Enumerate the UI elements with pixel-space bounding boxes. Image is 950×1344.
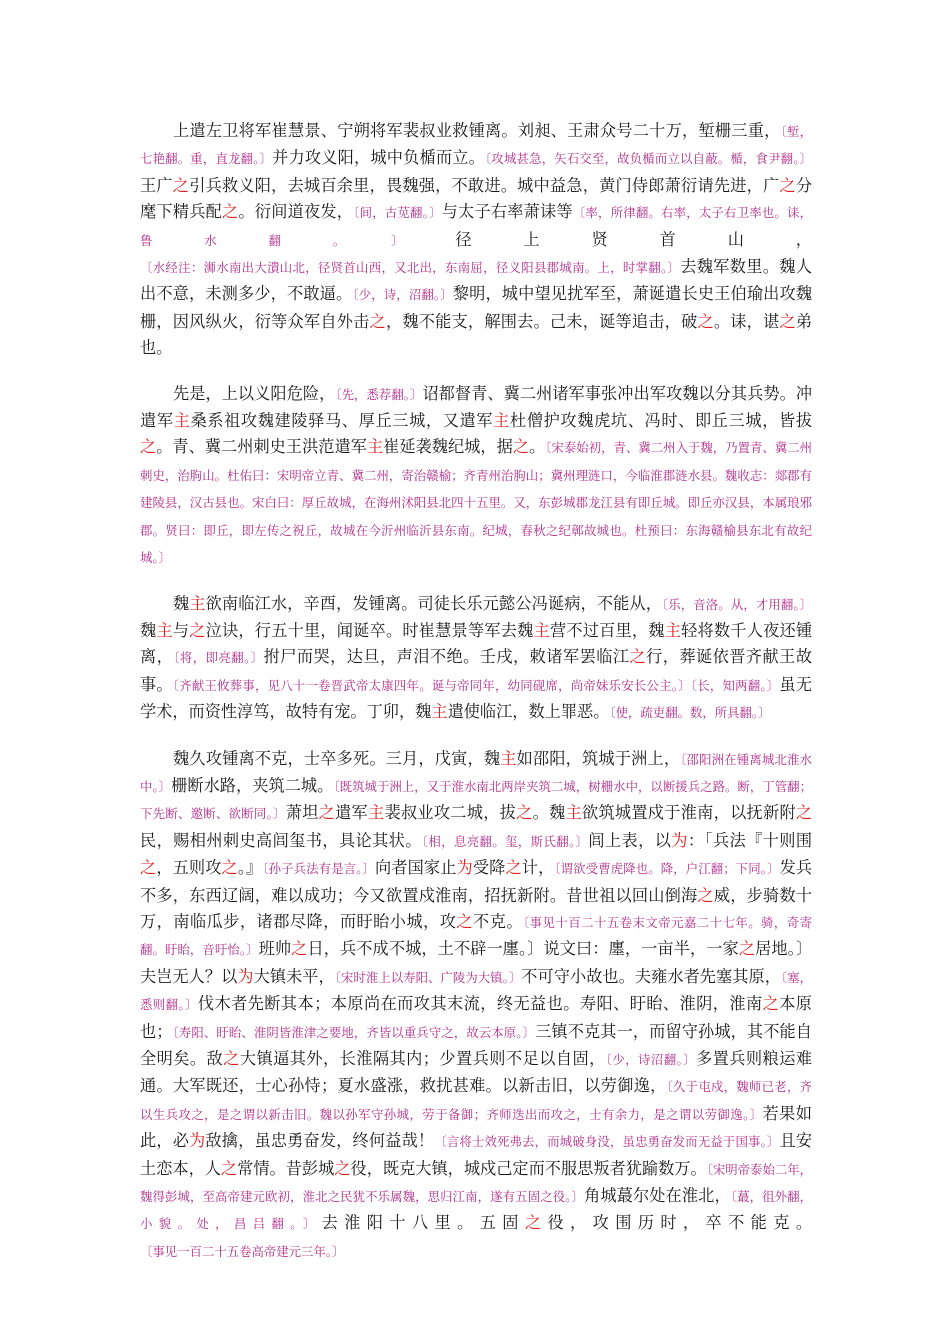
body-text: 泣诀，行五十里，闻诞卒。时崔慧景等军去魏 — [205, 620, 534, 640]
highlighted-char: 之 — [762, 994, 780, 1014]
body-text: 三镇不克其一，而留守孙城，其不能自全明矣。敌 — [140, 1021, 812, 1068]
body-text: 。 — [529, 437, 546, 457]
highlighted-char: 主 — [533, 620, 550, 640]
highlighted-char: 之 — [140, 858, 157, 878]
highlighted-char: 主 — [366, 437, 384, 457]
annotation-note: 〔将，即亮翻。〕 — [173, 650, 264, 666]
body-text: 闾上表，以 — [588, 830, 672, 850]
body-text: 魏 — [140, 620, 157, 640]
body-text: 大镇逼其外，长淮隔其内；少置兵则不足以自固， — [239, 1049, 606, 1068]
body-text: 先是，上以义阳危险， — [173, 383, 336, 403]
highlighted-char: 之 — [629, 647, 647, 667]
body-text: 引兵救义阳，去城百余里，畏魏强，不敢进。城中益急，黄门侍郎萧衍请先进，广 — [189, 175, 780, 195]
body-text: 杜僧护攻魏虎坑、冯时、即丘三城，皆拔 — [509, 411, 813, 431]
body-text: 弟也。 — [140, 311, 813, 358]
body-text: 伐木者先断其本；本原尚在而攻其末流，终无益也。寿阳、盱眙、淮阴，淮南 — [197, 994, 763, 1014]
body-text: 民，赐相州刺史高闾玺书，具论其状。 — [140, 830, 422, 850]
body-text: 。』 — [237, 858, 263, 878]
highlighted-char: 主 — [156, 620, 173, 640]
body-text: 裴叔业攻二城，拔 — [384, 803, 517, 823]
body-text: 崔延袭魏纪城，据 — [383, 437, 513, 457]
highlighted-char: 之 — [795, 803, 813, 823]
paragraph-4 — [140, 746, 812, 1266]
annotation-note: 〔少，诗沼翻。〕 — [605, 1052, 697, 1067]
highlighted-char: 主 — [431, 702, 448, 722]
body-text: 栅断水路，夹筑二城。 — [171, 775, 334, 795]
annotation-note: 〔事见一百二十五卷高帝建元三年。〕 — [140, 1243, 345, 1259]
body-text: 大镇未平， — [253, 966, 335, 986]
body-text: 常情。昔彭城 — [237, 1158, 335, 1178]
body-text: 桑系祖攻魏建陵驿马、厚丘三城，又遣军 — [190, 411, 494, 431]
annotation-note: 〔塞，悉则翻。〕 — [140, 969, 813, 1013]
highlighted-char: 为 — [189, 1131, 206, 1151]
annotation-note: 〔宋泰始初，青、冀二州入于魏，乃置青、冀二州刺史，治朐山。杜佑曰：宋明帝立青、冀二州，寄治赣榆；齐青州治朐山；冀州理涟口，今临淮郡涟水县。魏收志：郯郡有建陵县，汉古县也。宋白曰：厚丘故城，在海州沭阳县北四十五里。又，东彭城郡龙江县有即丘城。即丘亦汉县，本属琅邪郡。贤曰：即丘，即左传之祝丘，故城在今沂州临沂县东南。纪城，春秋之纪鄣故城也。杜预曰：东海赣榆县东北有故纪城。〕 — [140, 440, 813, 566]
annotation-note: 〔既筑城于洲上，又于淮水南北两岸夹筑二城，树栅水中，以断援兵之路。断，丁管翻；下先断、邀断、欲断同。〕 — [140, 778, 813, 822]
highlighted-char: 之 — [524, 1213, 548, 1233]
annotation-note: 〔久于屯戍，魏师已老，齐以生兵攻之，是之谓以新击旧。魏以孙军守孙城，劳于备御；齐师迭出而攻之，士有余力，是之谓以劳御逸。〕 — [140, 1079, 812, 1122]
annotation-note: 〔蕞，徂外翻，小貌。处，昌吕翻。〕 — [140, 1189, 812, 1232]
annotation-note: 〔长，知两翻。〕 — [690, 677, 780, 693]
highlighted-char: 之 — [779, 175, 796, 195]
body-text: 遣军 — [335, 803, 369, 823]
highlighted-char: 之 — [318, 803, 336, 823]
annotation-note: 〔间，古苋翻。〕 — [353, 205, 442, 221]
body-text: 。诔，谌 — [713, 311, 780, 331]
body-text: 魏 — [173, 593, 190, 613]
body-text: 上遣左卫将军崔慧景、宁朔将军裴叔业救锺离。刘昶、王肃众号二十万，堑栅三重， — [173, 121, 781, 140]
highlighted-char: 之 — [223, 1049, 240, 1068]
body-text: 欲南临江水，辛酉，发锺离。司徒长乐元懿公冯诞病，不能从， — [205, 593, 662, 613]
body-text: 不克。 — [473, 911, 524, 931]
body-text: ，魏不能支，解围去。己未，诞等追击，破 — [385, 311, 698, 331]
body-text: 与 — [172, 620, 190, 640]
highlighted-char: 之 — [291, 939, 308, 959]
body-text: 与太子右率萧诔等 — [441, 202, 573, 222]
body-text: 角城蕞尔处在淮北， — [584, 1186, 731, 1206]
annotation-note: 〔言将士效死弗去，而城破身没，虽忠勇奋发而无益于国事。〕 — [434, 1134, 780, 1150]
highlighted-char: 主 — [493, 411, 510, 431]
highlighted-char: 主 — [189, 593, 206, 613]
annotation-note: 〔使，疏吏翻。数，所具翻。〕 — [609, 705, 771, 721]
body-text: 计， — [521, 858, 555, 878]
highlighted-char: 主 — [500, 748, 517, 768]
body-text: 王广 — [140, 175, 173, 195]
annotation-note: 〔宋时淮上以寿阳、广陵为大镇。〕 — [334, 969, 522, 985]
annotation-note: 〔相，息亮翻。玺，斯氏翻。〕 — [421, 833, 589, 849]
body-text: 拊尸而哭，达旦，声泪不绝。壬戌，敕诸军罢临江 — [263, 647, 630, 667]
highlighted-char: 之 — [779, 311, 796, 331]
annotation-note: 〔谓欲受曹虎降也。降，户江翻；下同。〕 — [554, 861, 780, 877]
highlighted-char: 之 — [189, 620, 206, 640]
body-text: 多置兵则粮运难通。大军既还，士心孙恃；夏水盛涨，救扰甚难。以新击旧，以劳御逸， — [140, 1049, 813, 1096]
annotation-note: 〔齐献王攸葬事，见八十一卷晋武帝太康四年。诞与帝同年，幼同砚席，尚帝妹乐安长公主。〕 — [172, 677, 691, 693]
body-text: 役，既克大镇，城戍己定而不服思叛者犹踰数万。 — [350, 1158, 707, 1178]
highlighted-char: 之 — [738, 939, 756, 959]
highlighted-char: 之 — [172, 175, 190, 195]
body-text: 行，葬诞依晋齐献王故事。 — [140, 647, 813, 694]
highlighted-char: 为 — [671, 830, 688, 850]
annotation-note: 〔堑，七艳翻。重，直龙翻。〕 — [140, 124, 812, 167]
highlighted-char: 之 — [505, 858, 522, 878]
highlighted-char: 之 — [140, 437, 157, 457]
document-page — [140, 118, 812, 1284]
body-text: 发兵不多，东西辽阔，难以成功；今又欲置戍淮南，招抚新附。昔世祖以回山倒海 — [140, 858, 813, 905]
body-text: 威，步骑数十万，南临瓜步，诸郡尽降，而盱眙小城，攻 — [140, 885, 813, 931]
highlighted-char: 之 — [221, 858, 238, 878]
body-text: 班帅 — [258, 939, 292, 959]
body-text: 受降 — [472, 858, 506, 878]
body-text: 去魏军数里。魏人出不意，未测多少，不敢逼。 — [140, 257, 812, 304]
annotation-note: 〔邵阳洲在锺离城北淮水中。〕 — [140, 751, 813, 794]
body-text: ，五则攻 — [156, 858, 222, 878]
body-text: 向者国家止 — [375, 858, 457, 878]
body-text: 居地。〕夫岂无人？以 — [140, 939, 813, 986]
annotation-note: 〔宋明帝泰始二年，魏得彭城，至高帝建元欧初，淮北之民犹不乐属魏，思归江南，遂有五固之役。〕 — [140, 1161, 813, 1205]
body-text: 遣使临江，数上罪恶。 — [447, 702, 610, 722]
body-text: 径上贤首山， — [455, 229, 812, 249]
annotation-note: 〔先，悉荐翻。〕 — [335, 386, 423, 402]
highlighted-char: 主 — [565, 803, 582, 823]
body-text: 本原也； — [140, 994, 812, 1041]
body-text: 若果如此，必 — [140, 1103, 812, 1151]
body-text: 役，攻围历时，卒不能克。 — [547, 1213, 813, 1233]
body-text: 萧坦 — [285, 803, 319, 823]
highlighted-char: 主 — [664, 620, 682, 640]
body-text: 。青、冀二州刺史王洪范遣军 — [156, 437, 367, 457]
highlighted-char: 之 — [220, 1158, 238, 1178]
annotation-note: 〔率，所律翻。右率，太子右卫率也。诔，鲁水翻。〕 — [140, 205, 813, 248]
paragraph-1 — [140, 118, 812, 362]
highlighted-char: 之 — [512, 437, 530, 457]
body-text: 并力攻义阳，城中负楯而立。 — [272, 148, 486, 168]
body-text: 日，兵不成不城，土不辟一廛。〕说文曰：廛，一亩半，一家 — [307, 939, 739, 959]
body-text: 诏都督青、冀二州诸军事张冲出军攻魏以分其兵势。冲遣军 — [140, 383, 813, 431]
highlighted-char: 之 — [697, 311, 714, 331]
paragraph-2 — [140, 381, 812, 572]
highlighted-char: 之 — [369, 311, 386, 331]
body-text: 。魏 — [532, 803, 566, 823]
highlighted-char: 之 — [334, 1158, 351, 1178]
highlighted-char: 为 — [456, 858, 473, 878]
body-text: 营不过百里，魏 — [549, 620, 665, 640]
body-text: 分麾下精兵配 — [140, 175, 813, 222]
body-text: 黎明，城中望见扰军至，萧诞遣长史王伯瑜出攻魏栅，因风纵火，衍等众军自外击 — [140, 284, 813, 331]
annotation-note: 〔攻城甚急，矢石交至，故负楯而立以自蔽。楯，食尹翻。〕 — [485, 151, 812, 167]
annotation-note: 〔孙子兵法有是言。〕 — [262, 861, 376, 877]
body-text: 敌擒，虽忠勇奋发，终何益哉！ — [205, 1131, 435, 1151]
highlighted-char: 之 — [697, 885, 714, 905]
highlighted-char: 之 — [456, 911, 474, 931]
highlighted-char: 主 — [173, 411, 191, 431]
body-text: 不可守小故也。夫雍水者先塞其原， — [521, 966, 781, 986]
highlighted-char: 主 — [368, 803, 385, 823]
body-text: 欲筑城置戍于淮南，以抚新附 — [581, 803, 796, 823]
annotation-note: 〔事见十百二十五卷末文帝元嘉二十七年。骑，奇寄翻。盱眙，音吁怡。〕 — [140, 914, 813, 958]
annotation-note: 〔水经注：浉水南出大潰山北，径贤首山西，又北出，东南屈，径义阳县郡城南。上，时掌翻。〕 — [140, 260, 681, 276]
highlighted-char: 之 — [222, 202, 239, 222]
body-text: 轻将数千人夜还锺离， — [140, 620, 813, 667]
body-text: ：「兵法『十则围 — [687, 830, 813, 850]
body-text: 魏久攻锺离不克，士卒多死。三月，戊寅，魏 — [173, 748, 501, 768]
highlighted-char: 为 — [237, 966, 254, 986]
annotation-note: 〔乐，音洛。从，才用翻。〕 — [662, 596, 813, 612]
annotation-note: 〔寿阳、盱眙、淮阴皆淮津之要地，齐皆以重兵守之，故云本原。〕 — [172, 1024, 536, 1040]
body-text: 如邵阳，筑城于洲上， — [516, 748, 681, 768]
annotation-note: 〔少，诗，沼翻。〕 — [352, 287, 453, 303]
highlighted-char: 之 — [516, 803, 533, 823]
paragraph-3 — [140, 591, 812, 727]
body-text: 。衍间道夜发， — [238, 202, 354, 222]
body-text: 虽无学术，而资性淳笃，故特有宠。丁卯，魏 — [140, 674, 813, 722]
body-text: 且安土恋本，人 — [140, 1131, 813, 1178]
body-text: 去淮阳十八里。五固 — [321, 1213, 525, 1233]
